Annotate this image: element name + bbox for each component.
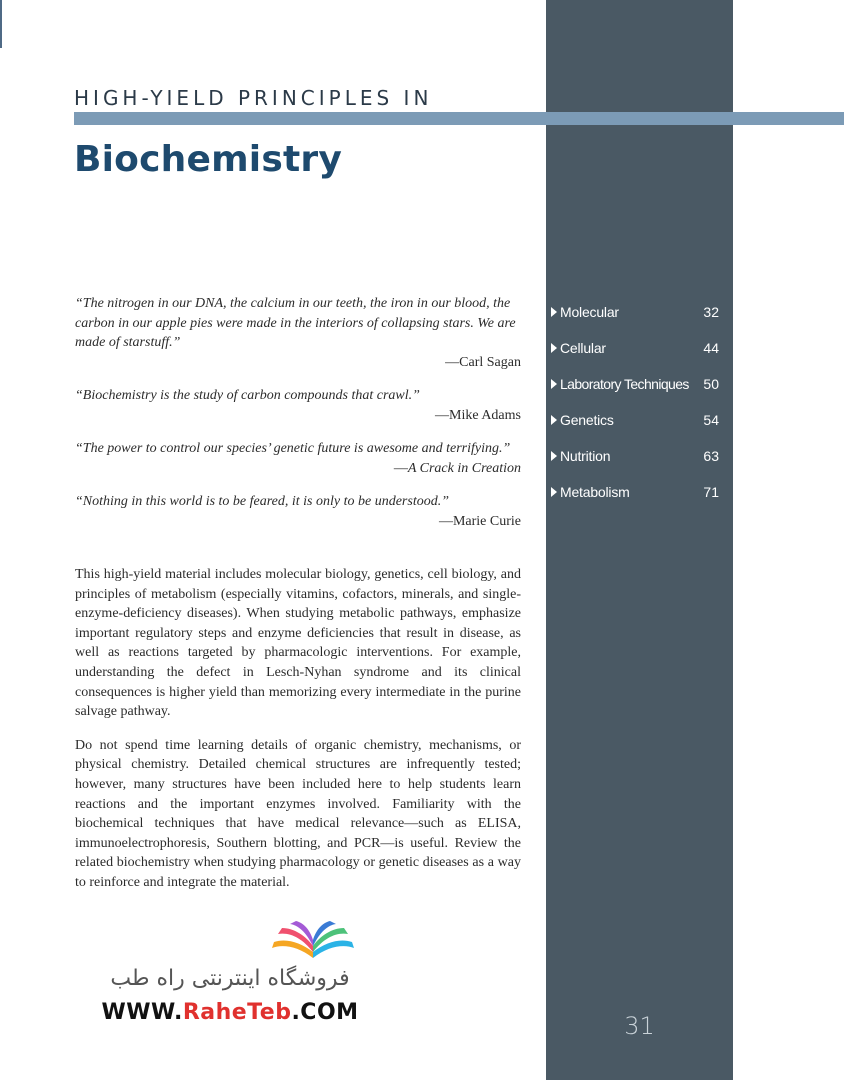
attribution-source: A Crack in Creation (407, 460, 521, 476)
toc-page: 32 (703, 304, 719, 320)
url-prefix: WWW. (101, 1000, 183, 1025)
epigraph-quotes (75, 294, 521, 545)
toc-label: Nutrition (560, 448, 611, 464)
open-book-logo-icon (268, 920, 358, 960)
body-paragraph: This high-yield material includes molecular biology, genetics, cell biology, and principles of metabolism (especially vitamins, cofactors, minerals, and single-enzyme-deficiency diseases). When studying metabolic pathways, emphasize important regulatory steps and enzyme deficiencies that result in disease, as well as reactions targeted by pharmacologic interventions. For example, understanding the defect in Lesch-Nyhan syndrome and its clinical consequences is higher yield than memorizing every intermediate in the purine salvage pathway. (75, 567, 521, 720)
sidebar-panel (546, 0, 733, 1080)
toc-page: 50 (703, 376, 719, 392)
url-brand: RaheTeb (182, 1000, 292, 1025)
triangle-right-icon (551, 379, 557, 389)
header-rule (74, 112, 844, 125)
triangle-right-icon (551, 415, 557, 425)
watermark-url (100, 1000, 360, 1025)
toc-page: 63 (703, 448, 719, 464)
chapter-title: Biochemistry (74, 139, 343, 180)
toc-page: 71 (703, 484, 719, 500)
toc-label: Laboratory Techniques (560, 376, 689, 392)
toc-page: 54 (703, 412, 719, 428)
watermark (100, 920, 360, 1030)
page-number: 31 (624, 1012, 655, 1040)
quote-attribution: —Carl Sagan (445, 354, 521, 370)
quote (75, 492, 521, 531)
quote-text: “Biochemistry is the study of carbon compounds that crawl.” (75, 388, 420, 403)
corner-mark (0, 0, 2, 48)
toc-label: Cellular (560, 340, 606, 356)
quote-text: “The power to control our species’ genetic future is awesome and terrifying.” (75, 441, 511, 456)
toc-page: 44 (703, 340, 719, 356)
quote (75, 386, 521, 425)
watermark-persian-text: فروشگاه اینترنتی راه طب (110, 966, 350, 991)
intro-body (75, 565, 521, 907)
quote-text: “Nothing in this world is to be feared, it is only to be understood.” (75, 494, 449, 509)
triangle-right-icon (551, 487, 557, 497)
toc-item-genetics[interactable] (551, 402, 719, 438)
quote (75, 439, 521, 478)
quote-attribution (75, 459, 521, 479)
toc-item-laboratory-techniques[interactable] (551, 366, 719, 402)
section-contents (551, 294, 719, 510)
toc-label: Genetics (560, 412, 614, 428)
toc-item-molecular[interactable] (551, 294, 719, 330)
toc-item-metabolism[interactable] (551, 474, 719, 510)
quote (75, 294, 521, 372)
triangle-right-icon (551, 343, 557, 353)
quote-attribution: —Marie Curie (438, 513, 521, 529)
url-suffix: .COM (291, 1000, 359, 1025)
toc-label: Molecular (560, 304, 619, 320)
chapter-kicker: HIGH-YIELD PRINCIPLES IN (74, 86, 433, 110)
triangle-right-icon (551, 307, 557, 317)
quote-attribution: —Mike Adams (435, 407, 521, 423)
toc-label: Metabolism (560, 484, 630, 500)
body-paragraph: Do not spend time learning details of organic chemistry, mechanisms, or physical chemistry. Detailed chemical structures are infrequently tested; however, many structures have been included here to help students learn reactions and the important enzymes involved. Familiarity with the biochemical techniques that have medical relevance—such as ELISA, immunoelectrophoresis, Southern blotting, and PCR—is useful. Review the related biochemistry when studying pharmacology or genetic diseases as a way to reinforce and integrate the material. (75, 737, 521, 890)
attribution-dash: — (393, 460, 408, 476)
toc-item-nutrition[interactable] (551, 438, 719, 474)
quote-text: “The nitrogen in our DNA, the calcium in our teeth, the iron in our blood, the carbon in our apple pies were made in the interiors of collapsing stars. We are made of starstuff.” (75, 296, 516, 350)
triangle-right-icon (551, 451, 557, 461)
toc-item-cellular[interactable] (551, 330, 719, 366)
